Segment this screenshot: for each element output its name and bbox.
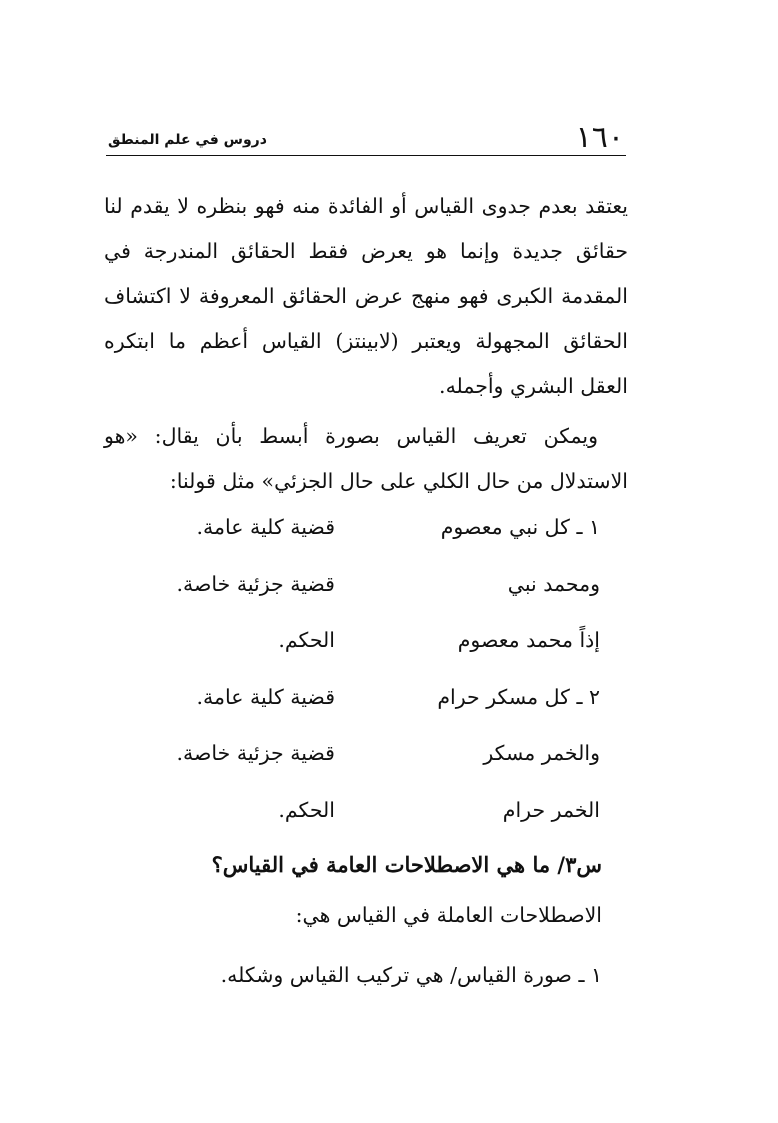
example-premise: ومحمد نبي — [507, 571, 600, 596]
example-premise: ٢ ـ كل مسكر حرام — [437, 684, 600, 709]
answer-item: ١ ـ صورة القياس/ هي تركيب القياس وشكله. — [220, 963, 602, 987]
example-premise: الخمر حرام — [502, 797, 600, 822]
example-row — [140, 685, 600, 742]
paragraph-definition: ويمكن تعريف القياس بصورة أبسط بأن يقال: «هو الاستدلال من حال الكلي على حال الجزئي» مثل قولنا: — [104, 424, 628, 493]
example-premise: إذاً محمد معصوم — [457, 628, 600, 652]
question-heading: س٣/ ما هي الاصطلاحات العامة في القياس؟ — [211, 852, 602, 877]
example-label: قضية جزئية خاصة. — [176, 571, 335, 596]
example-row — [140, 741, 600, 798]
example-label: الحكم. — [278, 628, 335, 652]
running-title: دروس في علم المنطق — [108, 132, 267, 148]
header-rule — [106, 155, 626, 156]
example-row — [140, 515, 600, 572]
paragraph-continuation: يعتقد بعدم جدوى القياس أو الفائدة منه فهو بنظره لا يقدم لنا حقائق جديدة وإنما هو يعرض فقط الحقائق المندرجة في المقدمة الكبرى فهو منهج عرض الحقائق المعروفة لا اكتشاف الحقائق المجهولة ويعتبر (لابينتز) القياس أعظم ما ابتكره العقل البشري وأجمله. — [104, 194, 628, 398]
example-label: قضية كلية عامة. — [196, 515, 335, 539]
example-label: قضية كلية عامة. — [196, 684, 335, 709]
example-premise: والخمر مسكر — [483, 741, 600, 765]
page-header — [106, 118, 626, 158]
page-number: ١٦٠ — [575, 120, 624, 155]
example-row — [140, 798, 600, 855]
example-label: قضية جزئية خاصة. — [176, 741, 335, 765]
example-label: الحكم. — [278, 797, 335, 822]
example-row — [140, 628, 600, 685]
syllogism-examples — [140, 515, 600, 854]
example-row — [140, 572, 600, 629]
example-premise: ١ ـ كل نبي معصوم — [440, 515, 600, 539]
answer-intro: الاصطلاحات العاملة في القياس هي: — [295, 903, 602, 927]
